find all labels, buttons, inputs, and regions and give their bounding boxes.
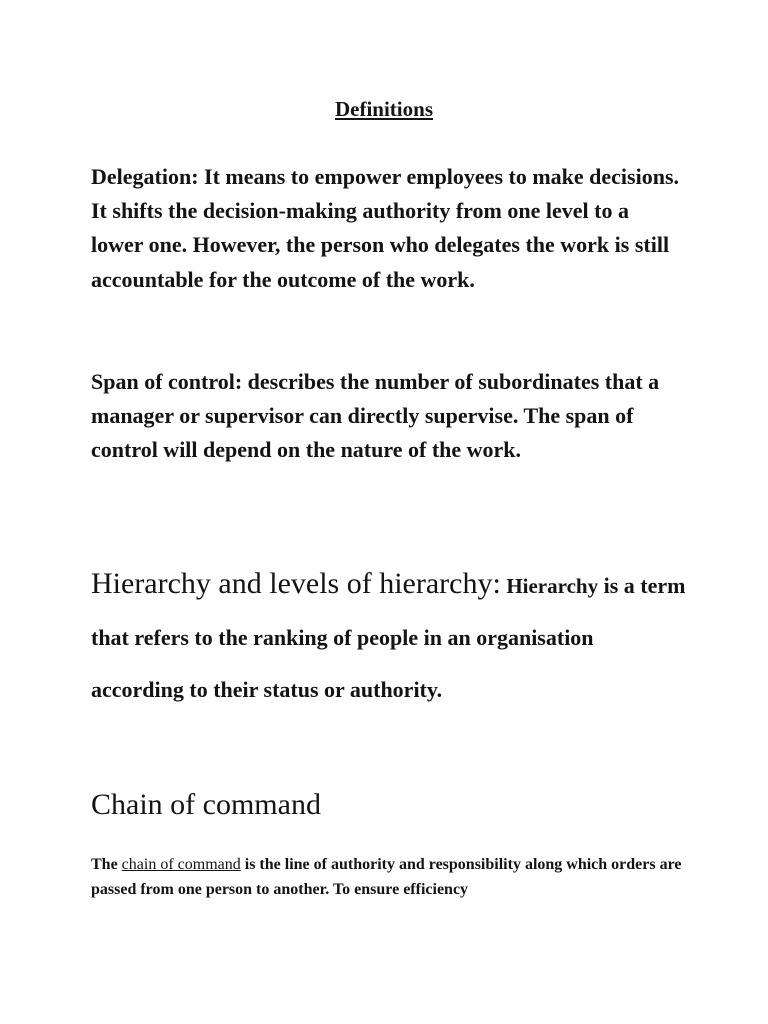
delegation-paragraph: Delegation: It means to empower employees to make decisions. It shifts the decision-making authority from one level to a lower one. However, the person who delegates the work is still accountable for the outcome of the work.: [91, 164, 680, 292]
chain-of-command-heading: Chain of command: [91, 788, 321, 821]
chain-text-start: The: [91, 856, 118, 873]
span-of-control-paragraph: Span of control: describes the number of subordinates that a manager or supervisor can directly supervise. The span of control will depend on the nature of the work.: [91, 369, 660, 463]
hierarchy-heading: Hierarchy and levels of hierarchy:: [91, 567, 501, 600]
chain-of-command-link[interactable]: chain of command: [121, 856, 241, 873]
chain-text-rest: is the line of authority and responsibility along which orders are passed from one person to another. To ensure efficiency: [91, 856, 682, 898]
page-title: Definitions: [334, 97, 433, 121]
chain-of-command-paragraph: [91, 852, 691, 902]
hierarchy-paragraph: [91, 558, 691, 716]
hierarchy-text: is a term that refers to the ranking of people in an organisation according to their status or authority.: [91, 573, 686, 702]
hierarchy-first-word: Hierarchy: [506, 574, 599, 598]
